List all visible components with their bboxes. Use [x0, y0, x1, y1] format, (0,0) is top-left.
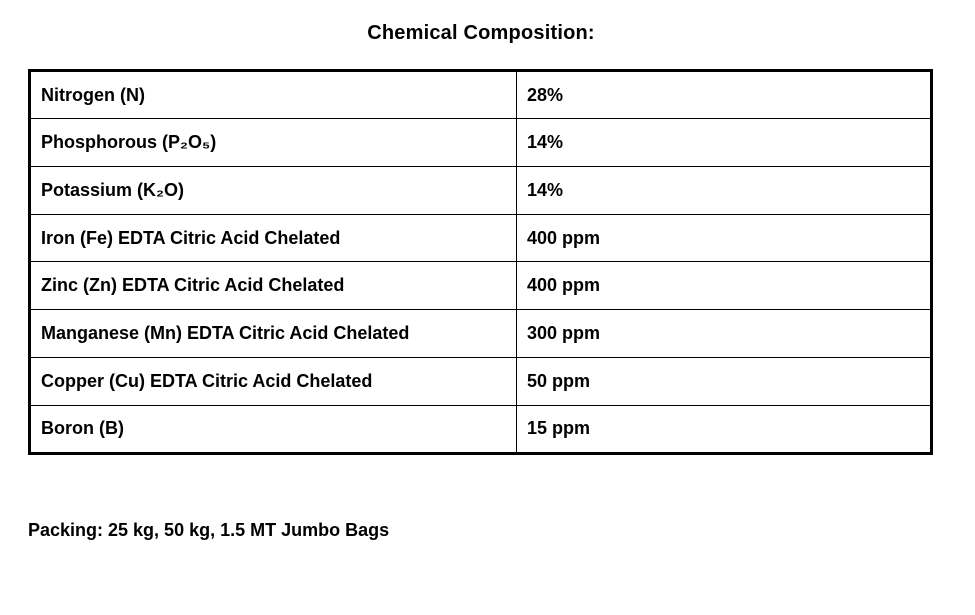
component-value: 14%: [517, 119, 931, 167]
table-row: [31, 405, 930, 452]
component-name: Copper (Cu) EDTA Citric Acid Chelated: [31, 358, 517, 406]
component-value: 14%: [517, 166, 931, 214]
component-name: Boron (B): [31, 405, 517, 452]
table-row: [31, 214, 930, 262]
component-name: Potassium (K₂O): [31, 166, 517, 214]
component-name: Iron (Fe) EDTA Citric Acid Chelated: [31, 214, 517, 262]
table-row: [31, 119, 930, 167]
composition-table: [28, 69, 933, 455]
component-value: 300 ppm: [517, 310, 931, 358]
component-value: 28%: [517, 72, 931, 119]
component-name: Phosphorous (P₂O₅): [31, 119, 517, 167]
component-value: 15 ppm: [517, 405, 931, 452]
table-row: [31, 166, 930, 214]
component-value: 400 ppm: [517, 214, 931, 262]
table-row: [31, 72, 930, 119]
page-title: Chemical Composition:: [367, 22, 595, 44]
component-name: Manganese (Mn) EDTA Citric Acid Chelated: [31, 310, 517, 358]
table-row: [31, 358, 930, 406]
component-value: 400 ppm: [517, 262, 931, 310]
component-value: 50 ppm: [517, 358, 931, 406]
packing-info: Packing: 25 kg, 50 kg, 1.5 MT Jumbo Bags: [28, 520, 390, 540]
component-name: Nitrogen (N): [31, 72, 517, 119]
table-row: [31, 262, 930, 310]
table-row: [31, 310, 930, 358]
component-name: Zinc (Zn) EDTA Citric Acid Chelated: [31, 262, 517, 310]
